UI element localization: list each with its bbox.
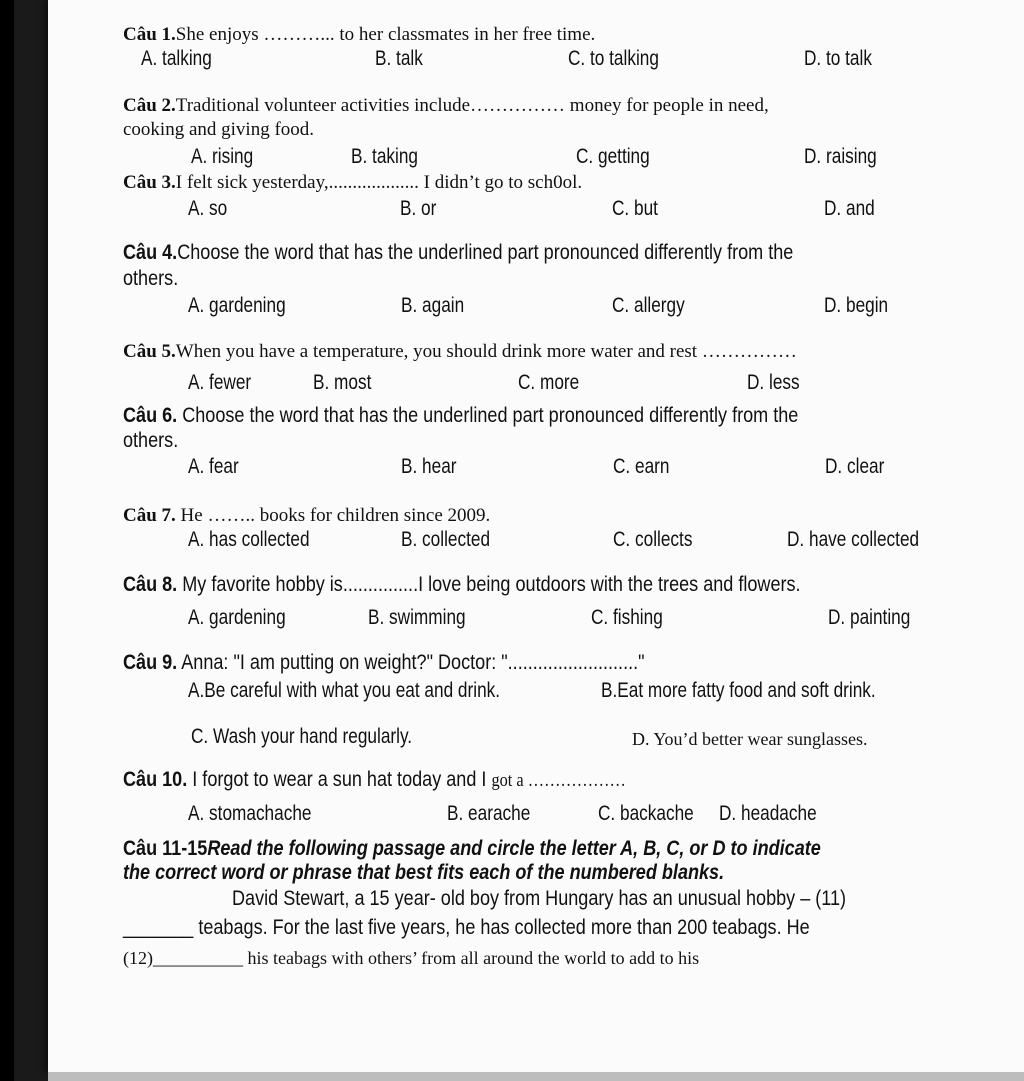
passage-line-3-text: his teabags with others’ from all around the world to add to his	[243, 948, 700, 968]
option-c[interactable]: C. to talking	[568, 47, 659, 70]
question-stem: When you have a temperature, you should drink more water and rest ……………	[175, 341, 797, 362]
question-3	[123, 172, 582, 194]
instruction-line-1: Read the following passage and circle the letter A, B, C, or D to indicate	[207, 837, 821, 860]
question-stem: Anna: "I am putting on weight?" Doctor: ".........................."	[177, 651, 645, 674]
question-stem: I forgot to wear a sun hat today and I	[187, 768, 492, 791]
left-edge-shadow	[0, 0, 14, 1081]
blank-12: (12)__________	[123, 948, 243, 968]
option-d[interactable]: D. to talk	[804, 47, 872, 70]
option-c[interactable]: C. but	[612, 197, 658, 220]
question-stem: My favorite hobby is...............I love being outdoors with the trees and flowers.	[177, 573, 801, 596]
question-label: Câu 4.	[123, 241, 178, 264]
option-c[interactable]: C. allergy	[612, 294, 685, 317]
option-b[interactable]: B. swimming	[368, 606, 466, 629]
option-a[interactable]: A. has collected	[188, 528, 310, 551]
question-6	[123, 405, 798, 427]
option-c[interactable]: C. earn	[613, 455, 670, 478]
question-stem: She enjoys ………... to her classmates in her free time.	[175, 24, 596, 45]
option-b[interactable]: B. most	[313, 371, 372, 394]
question-stem: He …….. books for children since 2009.	[175, 505, 491, 526]
question-8	[123, 574, 801, 596]
question-stem: I felt sick yesterday,................... I didn’t go to sch0ol.	[175, 172, 583, 193]
passage-line-3	[123, 947, 699, 969]
question-stem-cont: others.	[123, 267, 179, 290]
option-d[interactable]: D. and	[824, 197, 875, 220]
option-d[interactable]: D. headache	[719, 802, 817, 825]
option-c[interactable]: C. more	[518, 371, 580, 394]
question-stem: Traditional volunteer activities include…………… money for people in need,	[175, 95, 769, 116]
passage-line-2: _______ teabags. For the last five years, he has collected more than 200 teabags. He	[123, 916, 810, 939]
option-a[interactable]: A. gardening	[188, 606, 286, 629]
question-label: Câu 6.	[123, 404, 178, 427]
passage-line-1: David Stewart, a 15 year- old boy from Hungary has an unusual hobby – (11)	[232, 887, 847, 910]
question-label: Câu 8.	[123, 573, 178, 596]
option-a[interactable]: A. gardening	[188, 294, 286, 317]
reading-instruction	[123, 838, 821, 860]
question-10	[123, 769, 626, 792]
option-a[interactable]: A. fewer	[188, 371, 252, 394]
option-a[interactable]: A. so	[188, 197, 228, 220]
option-c[interactable]: C. getting	[576, 145, 650, 168]
question-label: Câu 3.	[123, 172, 176, 193]
option-d[interactable]: D. painting	[828, 606, 911, 629]
question-stem-cont: others.	[123, 429, 179, 452]
question-5	[123, 341, 797, 363]
option-a[interactable]: A.Be careful with what you eat and drink.	[188, 679, 501, 702]
option-b[interactable]: B. talk	[375, 47, 423, 70]
question-label: Câu 7.	[123, 505, 176, 526]
instruction-line-2: the correct word or phrase that best fits each of the numbered blanks.	[123, 861, 725, 884]
question-stem: Choose the word that has the underlined part pronounced differently from the	[177, 241, 794, 264]
question-label: Câu 2.	[123, 95, 176, 116]
option-b[interactable]: B. hear	[401, 455, 457, 478]
question-label: Câu 1.	[123, 24, 176, 45]
question-2	[123, 95, 769, 117]
option-a[interactable]: A. rising	[191, 145, 254, 168]
option-d[interactable]: D. raising	[804, 145, 877, 168]
option-b[interactable]: B. again	[401, 294, 465, 317]
question-4	[123, 242, 793, 264]
question-label: Câu 5.	[123, 341, 176, 362]
option-d[interactable]: D. have collected	[787, 528, 920, 551]
option-b[interactable]: B. or	[400, 197, 437, 220]
option-d[interactable]: D. clear	[825, 455, 885, 478]
question-7	[123, 505, 490, 527]
option-a[interactable]: A. fear	[188, 455, 239, 478]
option-b[interactable]: B.Eat more fatty food and soft drink.	[601, 679, 876, 702]
question-9	[123, 652, 645, 674]
reading-label: Câu 11-15	[123, 837, 208, 860]
question-stem: Choose the word that has the underlined part pronounced differently from the	[177, 404, 799, 427]
option-b[interactable]: B. taking	[351, 145, 419, 168]
option-d[interactable]: D. begin	[824, 294, 889, 317]
option-c[interactable]: C. collects	[613, 528, 693, 551]
question-label: Câu 10.	[123, 768, 188, 791]
option-a[interactable]: A. stomachache	[188, 802, 312, 825]
question-label: Câu 9.	[123, 651, 178, 674]
option-c[interactable]: C. fishing	[591, 606, 663, 629]
option-a[interactable]: A. talking	[141, 47, 212, 70]
option-c[interactable]: C. Wash your hand regularly.	[191, 725, 413, 748]
page-bottom-edge	[48, 1072, 1024, 1081]
option-b[interactable]: B. earache	[447, 802, 531, 825]
option-d[interactable]: D. You’d better wear sunglasses.	[632, 729, 868, 749]
option-b[interactable]: B. collected	[401, 528, 491, 551]
question-stem-tail: got a ………………	[491, 770, 626, 791]
question-1	[123, 24, 595, 46]
option-d[interactable]: D. less	[747, 371, 800, 394]
question-stem-cont: cooking and giving food.	[123, 119, 315, 140]
option-c[interactable]: C. backache	[598, 802, 694, 825]
